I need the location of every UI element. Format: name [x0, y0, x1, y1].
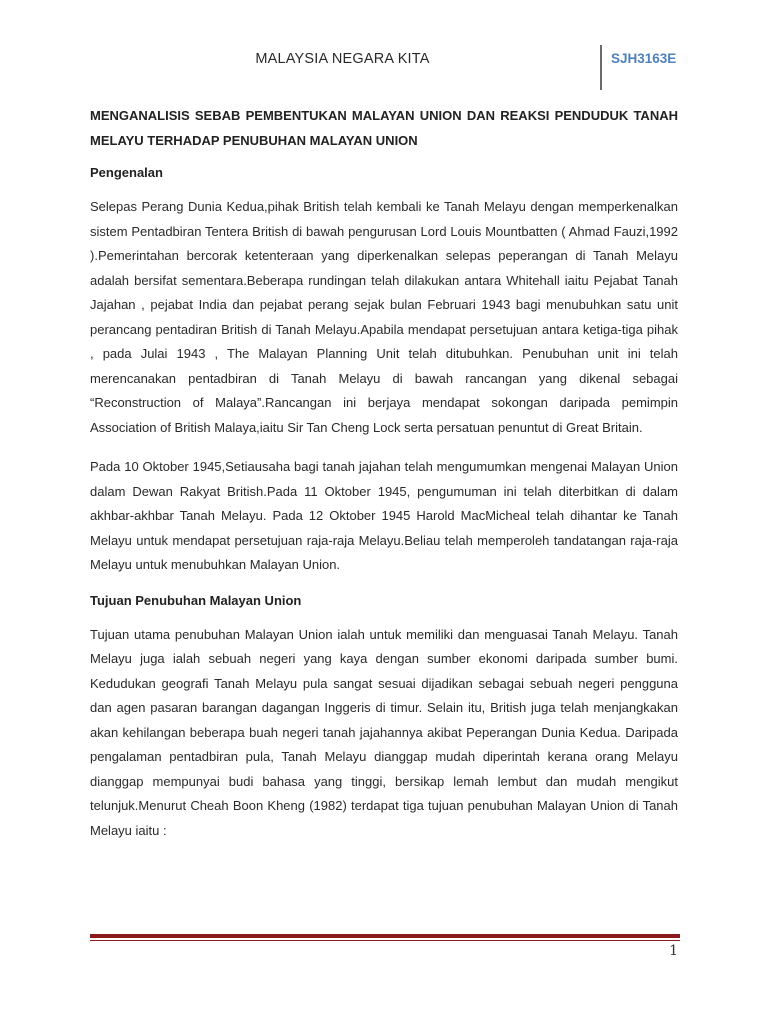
section-heading-pengenalan: Pengenalan: [90, 165, 163, 180]
page-number: 1: [669, 943, 678, 959]
document-title: MENGANALISIS SEBAB PEMBENTUKAN MALAYAN UNION DAN REAKSI PENDUDUK TANAH MELAYU TERHADAP PENUBUHAN MALAYAN UNION: [90, 108, 678, 148]
document-body: [90, 104, 678, 858]
section-heading-tujuan: Tujuan Penubuhan Malayan Union: [90, 592, 302, 608]
course-code: SJH3163E: [611, 51, 677, 66]
footer-rule: [90, 934, 680, 938]
paragraph: Selepas Perang Dunia Kedua,pihak British telah kembali ke Tanah Melayu dengan memperkenalkan sistem Pentadbiran Tentera British di bawah pengurusan Lord Louis Mountbatten ( Ahmad Fauzi,1992 ).Pemerintahan bercorak ketenteraan yang diperkenalkan selepas peperangan di Tanah Melayu adalah bersifat sementara.Beberapa rundingan telah dilakukan antara Whitehall iaitu Pejabat Tanah Jajahan , pejabat India dan pejabat perang sejak bulan Februari 1943 bagi menubuhkan satu unit perancang pentadiran British di Tanah Melayu.Apabila mendapat persetujuan antara ketiga-tiga pihak , pada Julai 1943 , The Malayan Planning Unit telah ditubuhkan. Penubuhan unit ini telah merencanakan pentadbiran di Tanah Melayu di bawah rancangan yang dikenal sebagai “Reconstruction of Malaya”.Rancangan ini berjaya mendapat sokongan daripada pemimpin Association of British Malaya,iaitu Sir Tan Cheng Lock serta persatuan penuntut di Great Britain.: [90, 199, 678, 435]
paragraph: Pada 10 Oktober 1945,Setiausaha bagi tanah jajahan telah mengumumkan mengenai Malayan Union dalam Dewan Rakyat British.Pada 11 Oktober 1945, pengumuman ini telah diterbitkan di dalam akhbar-akhbar Tanah Melayu. Pada 12 Oktober 1945 Harold MacMicheal telah dihantar ke Tanah Melayu untuk mendapat persetujuan raja-raja Melayu.Beliau telah memperoleh tandatangan raja-raja Melayu untuk menubuhkan Malayan Union.: [90, 459, 678, 572]
paragraph: Tujuan utama penubuhan Malayan Union ialah untuk memiliki dan menguasai Tanah Melayu. Tanah Melayu juga ialah sebuah negeri yang kaya dengan sumber ekonomi daripada sumber bumi. Kedudukan geografi Tanah Melayu pula sangat sesuai dijadikan sebagai sebuah negeri pengguna dan agen pasaran barangan dagangan Inggeris di timur. Selain itu, British juga telah menjangkakan akan kehilangan beberapa buah negeri tanah jajahannya akibat Peperangan Dunia Kedua. Daripada pengalaman pentadbiran pula, Tanah Melayu dianggap mudah diperintah kerana orang Melayu dianggap mempunyai budi bahasa yang tinggi, bersikap lemah lembut dan mudah mengikut telunjuk.Menurut Cheah Boon Kheng (1982) terdapat tiga tujuan penubuhan Malayan Union di Tanah Melayu iaitu :: [90, 626, 678, 838]
footer-rule-thin: [90, 940, 680, 941]
header-title: MALAYSIA NEGARA KITA: [255, 51, 430, 67]
header-divider: [600, 45, 602, 90]
